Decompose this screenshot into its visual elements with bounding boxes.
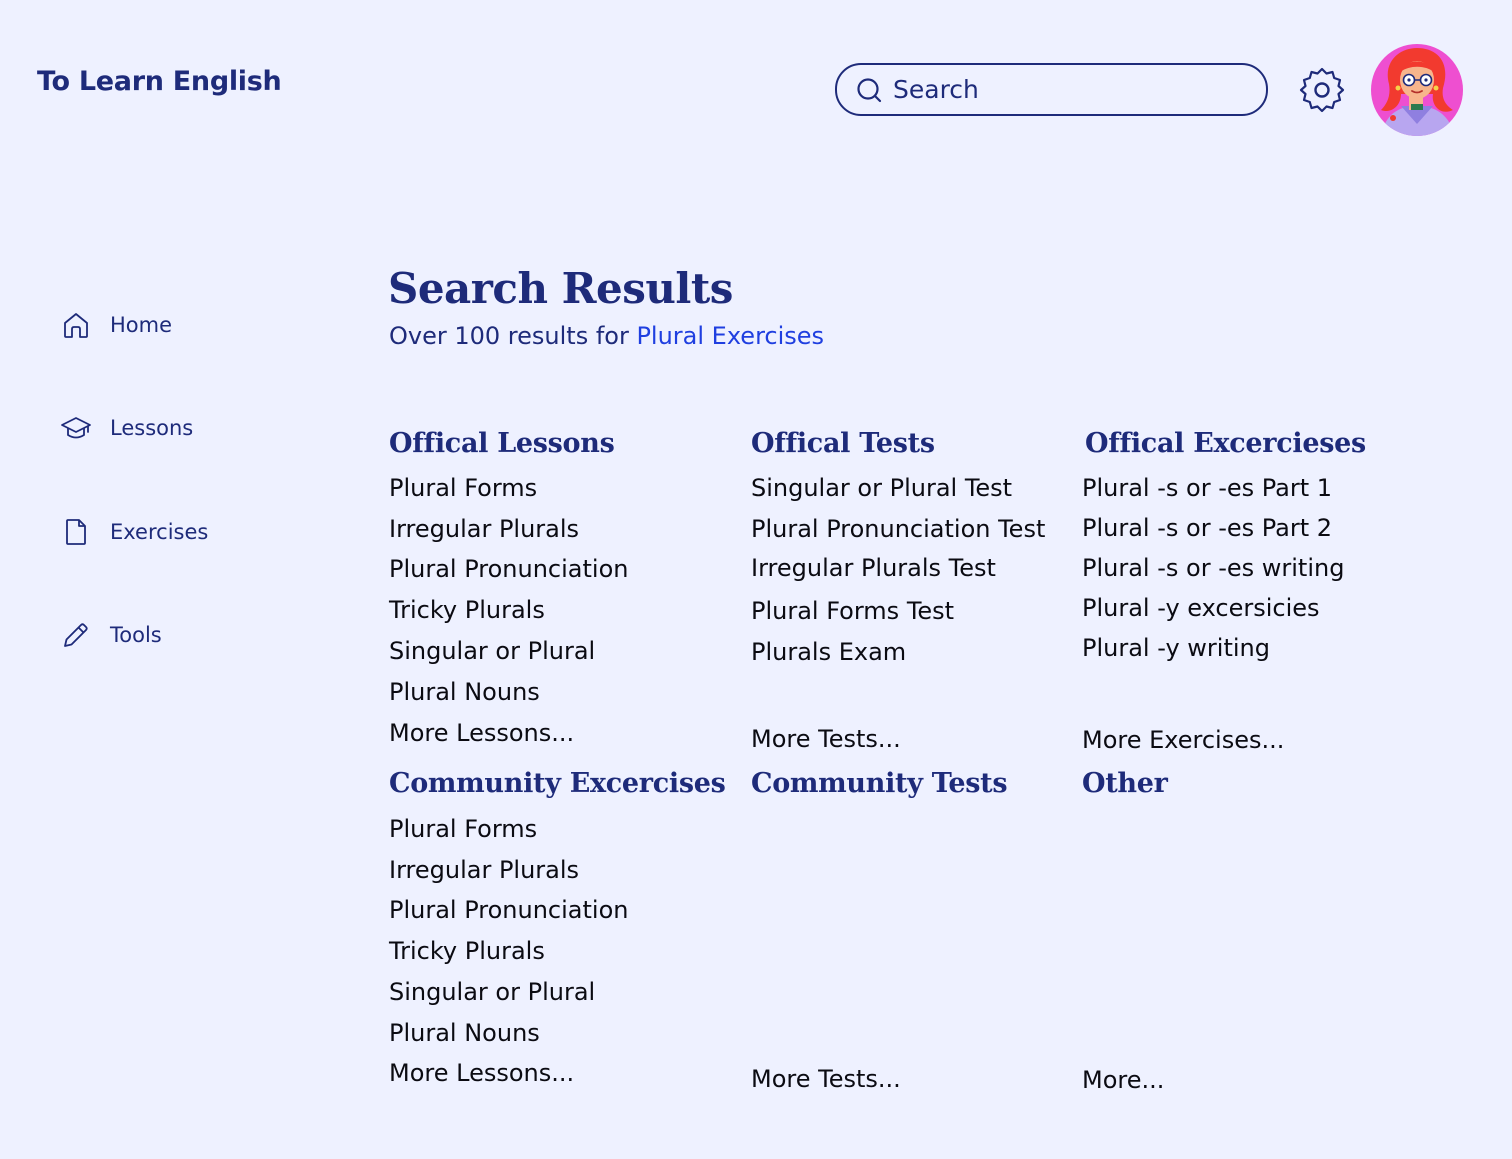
result-link[interactable]: Plural Forms xyxy=(389,815,538,843)
result-link[interactable]: Plural -y writing xyxy=(1082,634,1270,662)
result-link[interactable]: Singular or Plural Test xyxy=(751,474,1013,502)
section-heading-community-tests[interactable]: Community Tests xyxy=(751,768,1008,799)
search-query-link[interactable]: Plural Exercises xyxy=(636,322,825,350)
result-link[interactable]: Plural Pronunciation xyxy=(389,555,629,583)
section-heading-offical-excercieses[interactable]: Offical Excercieses xyxy=(1085,428,1366,459)
more-link[interactable]: More Exercises... xyxy=(1082,726,1285,754)
more-link[interactable]: More Lessons... xyxy=(389,1059,575,1087)
app-logo[interactable]: To Learn English xyxy=(37,66,282,97)
pencil-icon xyxy=(60,619,92,651)
result-link[interactable]: Plurals Exam xyxy=(751,638,907,666)
sidebar-item-home[interactable] xyxy=(60,309,172,341)
result-link[interactable]: Plural Nouns xyxy=(389,678,540,706)
result-link[interactable]: Plural -s or -es Part 2 xyxy=(1082,514,1333,542)
result-link[interactable]: Plural Nouns xyxy=(389,1019,540,1047)
results-summary xyxy=(389,322,824,350)
result-link[interactable]: Irregular Plurals xyxy=(389,856,580,884)
result-link[interactable]: Tricky Plurals xyxy=(389,937,545,965)
avatar-illustration xyxy=(1371,44,1463,136)
more-link[interactable]: More... xyxy=(1082,1066,1165,1094)
sidebar-item-label: Exercises xyxy=(110,520,209,544)
more-link[interactable]: More Tests... xyxy=(751,725,901,753)
search-bar[interactable] xyxy=(835,63,1268,116)
search-input[interactable] xyxy=(893,71,1243,107)
sidebar-item-label: Home xyxy=(110,313,173,337)
result-link[interactable]: Plural Forms xyxy=(389,474,538,502)
sidebar-item-label: Tools xyxy=(110,623,162,647)
more-link[interactable]: More Tests... xyxy=(751,1065,901,1093)
page-title: Search Results xyxy=(388,264,733,313)
document-icon xyxy=(60,516,92,548)
sidebar-item-tools[interactable] xyxy=(60,619,162,651)
section-heading-community-excercises[interactable]: Community Excercises xyxy=(389,768,726,799)
result-link[interactable]: Irregular Plurals Test xyxy=(751,554,996,582)
result-link[interactable]: Tricky Plurals xyxy=(389,596,545,624)
result-link[interactable]: Plural Pronunciation xyxy=(389,896,629,924)
result-link[interactable]: Singular or Plural xyxy=(389,637,596,665)
results-count-text: Over 100 results for xyxy=(389,322,637,350)
result-link[interactable]: Singular or Plural xyxy=(389,978,596,1006)
more-link[interactable]: More Lessons... xyxy=(389,719,575,747)
section-heading-offical-lessons[interactable]: Offical Lessons xyxy=(389,428,615,459)
section-heading-other[interactable]: Other xyxy=(1082,768,1168,799)
search-icon xyxy=(856,77,882,103)
section-heading-offical-tests[interactable]: Offical Tests xyxy=(751,428,935,459)
result-link[interactable]: Plural -s or -es Part 1 xyxy=(1082,474,1333,502)
result-link[interactable]: Plural -y excersicies xyxy=(1082,594,1320,622)
avatar[interactable] xyxy=(1371,44,1463,136)
result-link[interactable]: Plural Forms Test xyxy=(751,597,955,625)
sidebar-item-label: Lessons xyxy=(110,416,194,440)
graduation-cap-icon xyxy=(60,412,92,444)
gear-icon[interactable] xyxy=(1298,66,1346,114)
result-link[interactable]: Irregular Plurals xyxy=(389,515,580,543)
result-link[interactable]: Plural Pronunciation Test xyxy=(751,515,1046,543)
home-icon xyxy=(60,309,92,341)
result-link[interactable]: Plural -s or -es writing xyxy=(1082,554,1345,582)
sidebar-item-lessons[interactable] xyxy=(60,412,193,444)
sidebar-item-exercises[interactable] xyxy=(60,516,208,548)
